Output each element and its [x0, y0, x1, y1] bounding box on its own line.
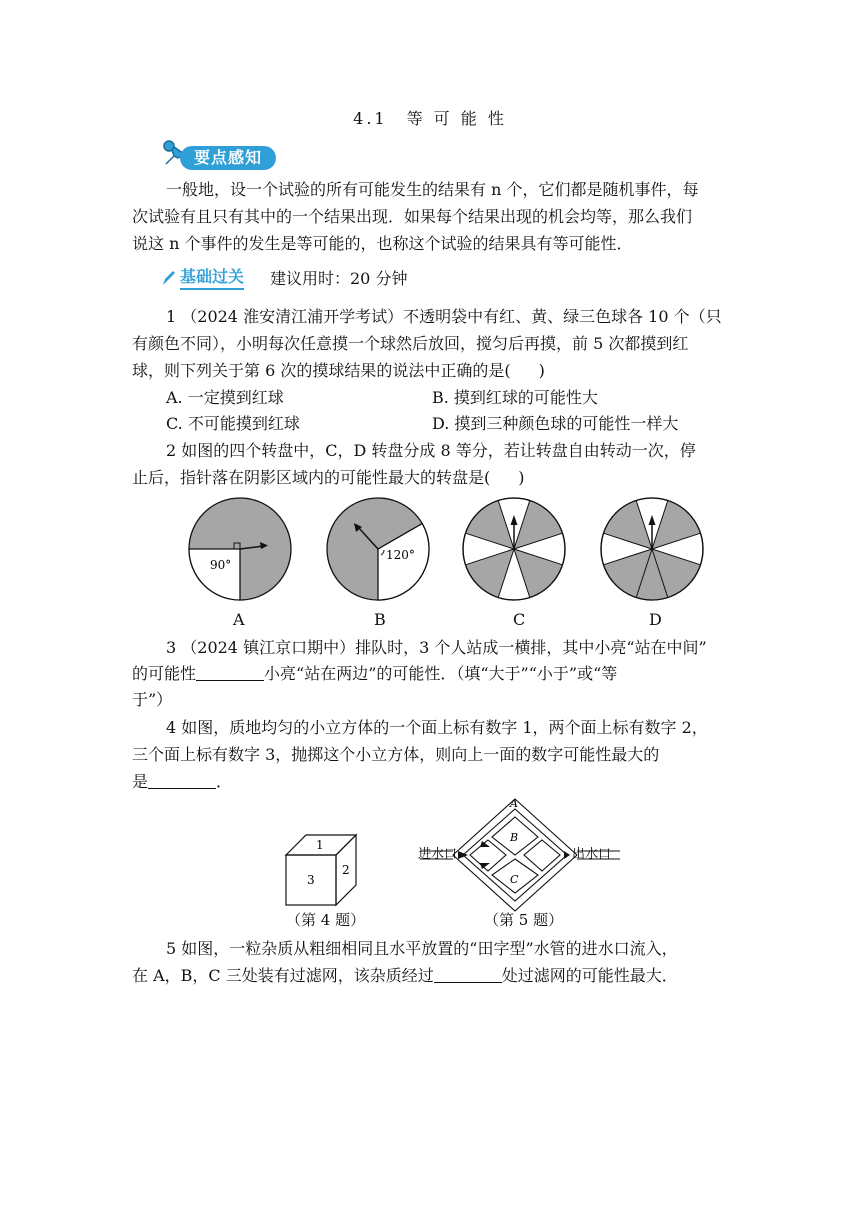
- cube-face-top: 1: [316, 838, 324, 852]
- key-points-line-2: 次试验有且只有其中的一个结果出现．如果每个结果出现的机会均等，那么我们: [132, 207, 693, 226]
- spinner-d: [600, 497, 710, 607]
- cube-face-side: 2: [342, 863, 350, 877]
- q4-caption: （第 4 题）: [286, 911, 366, 929]
- pipe-inlet-label: 进水口: [418, 847, 458, 862]
- cube-figure: [284, 830, 364, 910]
- spinner-a-label: A: [233, 610, 245, 629]
- pencil-icon: [160, 268, 176, 288]
- q1-option-c: C. 不可能摸到红球: [166, 414, 300, 433]
- q1-line-3-text: 球，则下列关于第 6 次的摸球结果的说法中正确的是(: [132, 361, 511, 380]
- q4-line-3a: 是: [132, 772, 149, 791]
- pipe-point-b: B: [510, 831, 519, 844]
- spinner-b-label: B: [374, 610, 386, 629]
- pipe-point-a: A: [510, 797, 518, 810]
- q1-option-b: B. 摸到红球的可能性大: [432, 388, 598, 407]
- q1-line-2: 有颜色不同），小明每次任意摸一个球然后放回，搅匀后再摸，前 5 次都摸到红: [132, 334, 689, 353]
- q5-caption: （第 5 题）: [484, 911, 564, 929]
- q3-answer-blank[interactable]: [196, 664, 264, 681]
- basic-badge-label: 基础过关: [180, 267, 245, 286]
- q1-line-3: [132, 360, 545, 382]
- cube-face-front: 3: [307, 873, 315, 887]
- spinner-b-angle: 120°: [386, 548, 415, 562]
- q5-line-2b: 处过滤网的可能性最大．: [501, 966, 678, 985]
- key-points-label: 要点感知: [180, 146, 276, 170]
- q3-line-2b: 小亮“站在两边”的可能性．（填“大于”“小于”或“等: [264, 664, 618, 683]
- q4-line-3b: ．: [216, 772, 233, 791]
- q2-line-2: [132, 467, 525, 489]
- q5-line-2a: 在 A，B，C 三处装有过滤网，该杂质经过: [132, 966, 434, 985]
- key-points-badge: [160, 138, 282, 174]
- q3-line-3: 于”）: [132, 690, 173, 709]
- key-points-line-3: 说这 n 个事件的发生是等可能的，也称这个试验的结果具有等可能性．: [132, 234, 633, 253]
- q4-line-2: 三个面上标有数字 3，抛掷这个小立方体，则向上一面的数字可能性最大的: [132, 745, 660, 764]
- basic-badge-underline: [180, 288, 244, 290]
- pipe-point-c: C: [510, 873, 519, 886]
- spinner-d-label: D: [649, 610, 662, 629]
- q3-line-2a: 的可能性: [132, 664, 197, 683]
- q4-answer-blank[interactable]: [148, 772, 216, 789]
- section-title: 4.1 等 可 能 性: [353, 109, 507, 128]
- q4-line-3: [132, 771, 232, 793]
- q5-answer-blank[interactable]: [434, 966, 502, 983]
- spinner-b: [326, 497, 436, 607]
- q2-paren-close: ): [518, 468, 525, 487]
- pipe-outlet-label: 出水口: [572, 847, 612, 862]
- spinner-c: [462, 497, 572, 607]
- q3-line-1: 3 （2024 镇江京口期中）排队时，3 个人站成一横排，其中小亮“站在中间”: [166, 638, 707, 657]
- suggested-time: 建议用时：20 分钟: [270, 269, 408, 288]
- q1-line-1: 1 （2024 淮安清江浦开学考试）不透明袋中有红、黄、绿三色球各 10 个（只: [166, 307, 722, 326]
- q2-line-1: 2 如图的四个转盘中，C，D 转盘分成 8 等分，若让转盘自由转动一次，停: [166, 441, 696, 460]
- q5-line-1: 5 如图，一粒杂质从粗细相同且水平放置的“田字型”水管的进水口流入，: [166, 939, 678, 958]
- spinner-a-angle: 90°: [210, 558, 232, 572]
- q3-line-2: [132, 663, 617, 685]
- q5-line-2: [132, 965, 678, 987]
- spinner-c-label: C: [513, 610, 526, 629]
- q1-option-d: D. 摸到三种颜色球的可能性一样大: [432, 414, 679, 433]
- q4-line-1: 4 如图，质地均匀的小立方体的一个面上标有数字 1，两个面上标有数字 2，: [166, 718, 708, 737]
- spinner-a: [188, 497, 298, 607]
- basic-badge: [180, 266, 244, 290]
- q1-paren-close: ): [538, 361, 545, 380]
- key-points-line-1: 一般地，设一个试验的所有可能发生的结果有 n 个，它们都是随机事件，每: [166, 180, 699, 199]
- q1-option-a: A. 一定摸到红球: [166, 388, 284, 407]
- q2-line-2-text: 止后，指针落在阴影区域内的可能性最大的转盘是(: [132, 468, 491, 487]
